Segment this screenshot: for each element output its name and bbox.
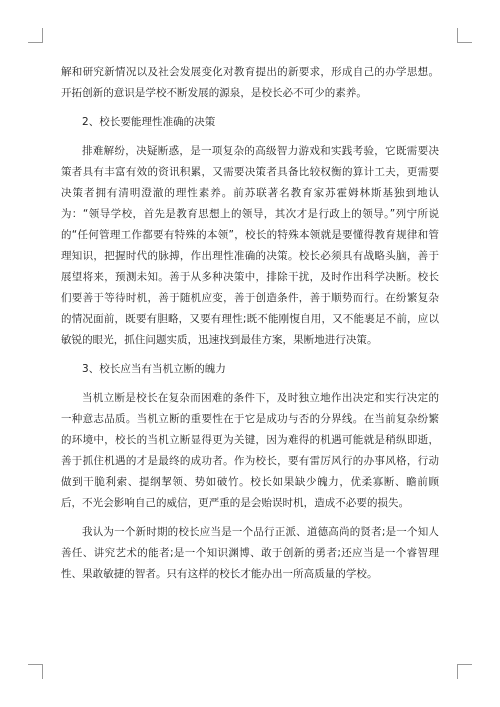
paragraph-decision: 排难解纷，决疑断惑，是一项复杂的高级智力游戏和实践考验，它既需要决策者具有丰富有效的资讯积累，又需要决策者具备比较权衡的算计工夫，更需要决策者拥有清明澄澈的理性素养。前苏联著名教育家苏霍姆林斯基独到地认为：“领导学校，首先是教育思想上的领导，其次才是行政上的领导。”列宁所说的“任何管理工作都要有特殊的本领”，校长的特殊本领就是要懂得教育规律和管理知识，把握时代的脉搏，作出理性准确的决策。校长必须具有战略头脑，善于展望将来，预测未知。善于从多种决策中，排除干扰，及时作出科学决断。校长们要善于等待时机，善于随机应变，善于创造条件，善于顺势而行。在纷繁复杂的情况面前，既要有胆略，又要有理性;既不能刚愎自用，又不能裹足不前，应以敏锐的眼光，抓住问题实质，迅速找到最佳方案，果断地进行决策。 xyxy=(61,145,439,346)
paragraph-conclusion: 我认为一个新时期的校长应当是一个品行正派、道德高尚的贤者;是一个知人善任、讲究艺术的能者;是一个知识渊博、敢于创新的勇者;还应当是一个睿智理性、果敢敏捷的智者。只有这样的校长才能办出一所高质量的学校。 xyxy=(61,526,439,580)
crop-mark-bottom-left xyxy=(28,664,43,679)
crop-mark-bottom-right xyxy=(457,664,472,679)
crop-mark-top-left xyxy=(28,28,43,43)
document-body xyxy=(61,62,439,593)
section-heading-decisiveness: 3、校长应当有当机立断的魄力 xyxy=(82,363,226,375)
paragraph-decisiveness: 当机立断是校长在复杂而困难的条件下，及时独立地作出决定和实行决定的一种意志品质。当机立断的重要性在于它是成功与否的分界线。在当前复杂纷繁的环境中，校长的当机立断显得更为关键，因为难得的机遇可能就是稍纵即逝，善于抓住机遇的才是最终的成功者。作为校长，要有雷厉风行的办事风格，行动做到干脆利索、提纲挈领、势如破竹。校长如果缺少魄力，优柔寡断、瞻前顾后，不光会影响自己的威信，更严重的是会贻误时机，造成不必要的损失。 xyxy=(61,392,439,509)
section-heading-decision: 2、校长要能理性准确的决策 xyxy=(82,116,216,128)
paragraph-continued: 解和研究新情况以及社会发展变化对教育提出的新要求，形成自己的办学思想。开拓创新的意识是学校不断发展的源泉，是校长必不可少的素养。 xyxy=(61,66,439,99)
crop-mark-top-right xyxy=(457,28,472,43)
